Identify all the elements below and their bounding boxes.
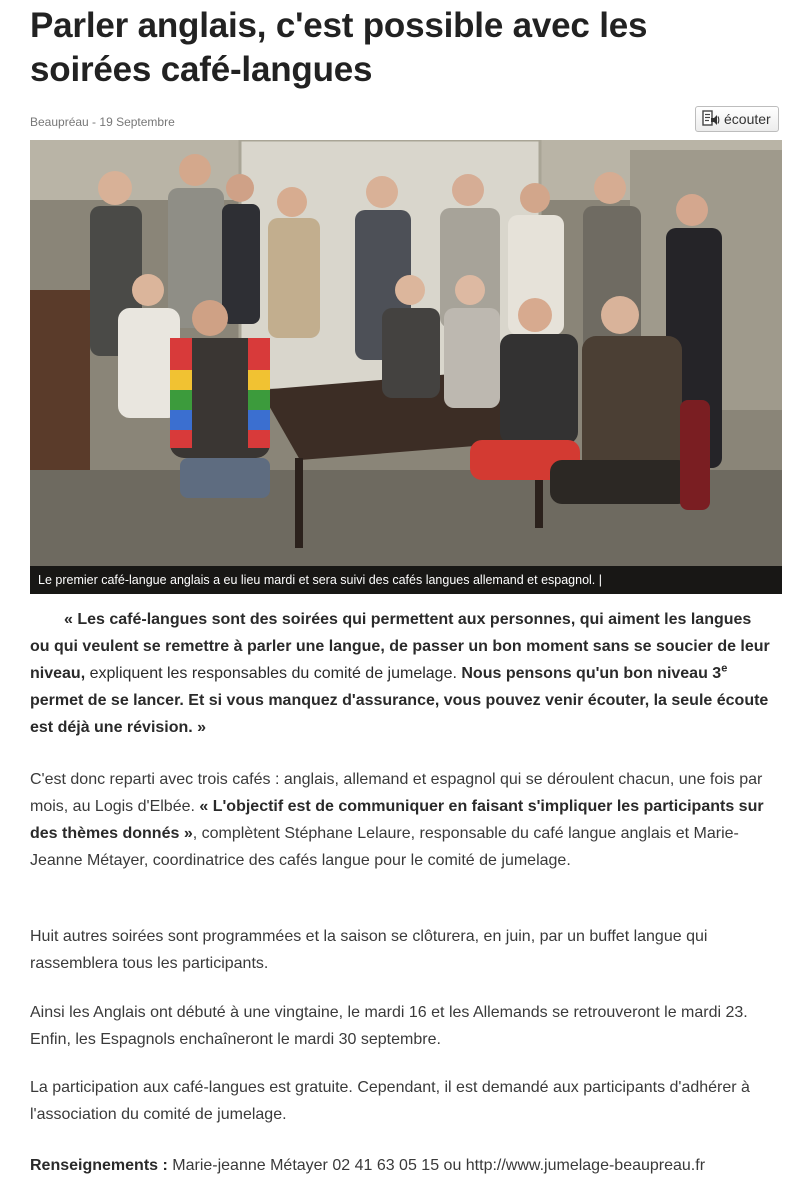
listen-button[interactable] [695, 106, 779, 132]
lead-paragraph [30, 606, 774, 741]
paragraph-1-text-2: , complètent Stéphane Lelaure, responsable du café langue anglais et Marie-Jeanne Métayer, coordinatrice des cafés langue pour le comité de jumelage. [30, 825, 739, 869]
paragraph-1-quote: « L'objectif est de communiquer en faisant s'impliquer les participants sur des thèmes donnés » [30, 798, 764, 842]
photo-caption: Le premier café-langue anglais a eu lieu mardi et sera suivi des cafés langues allemand et espagnol. | [30, 566, 782, 594]
paragraph-2: Huit autres soirées sont programmées et la saison se clôturera, en juin, par un buffet langue qui rassemblera tous les participants. [30, 928, 708, 972]
lead-quote-1: « Les café-langues sont des soirées qui permettent aux personnes, qui aiment les langues ou qui veulent se remettre à parler une langue, de passer un bon moment sans se soucier de leur niveau, [30, 611, 770, 682]
paragraph-3: Ainsi les Anglais ont débuté à une vingtaine, le mardi 16 et les Allemands se retrouveront le mardi 23. Enfin, les Espagnols enchaîneront le mardi 30 septembre. [30, 1004, 748, 1048]
dateline-separator: - [88, 115, 100, 129]
contact-paragraph [30, 1152, 774, 1179]
article-title: Parler anglais, c'est possible avec les soirées café-langues [30, 6, 648, 89]
lead-text-1: expliquent les responsables du comité de jumelage. [85, 665, 462, 682]
dateline-date: 19 Septembre [99, 115, 175, 129]
speaker-document-icon [702, 110, 720, 128]
dateline-place: Beaupréau [30, 115, 89, 129]
paragraph-1-text-1: C'est donc reparti avec trois cafés : anglais, allemand et espagnol qui se déroulent chacun, une fois par mois, au Logis d'Elbée. [30, 771, 763, 815]
lead-quote-2b: permet de se lancer. Et si vous manquez d'assurance, vous pouvez venir écouter, la seule écoute est déjà une révision. » [30, 692, 769, 736]
contact-label: Renseignements : [30, 1157, 168, 1174]
paragraph-4: La participation aux café-langues est gratuite. Cependant, il est demandé aux participants d'adhérer à l'association du comité de jumelage. [30, 1079, 750, 1123]
dateline [30, 115, 175, 129]
lead-superscript: e [721, 662, 728, 675]
paragraph-1 [30, 766, 774, 874]
group-photo-image [30, 140, 782, 594]
contact-text: Marie-jeanne Métayer 02 41 63 05 15 ou http://www.jumelage-beaupreau.fr [167, 1157, 706, 1174]
article-photo [30, 140, 782, 594]
lead-quote-2a: Nous pensons qu'un bon niveau 3 [461, 665, 722, 682]
listen-label: écouter [724, 111, 771, 127]
